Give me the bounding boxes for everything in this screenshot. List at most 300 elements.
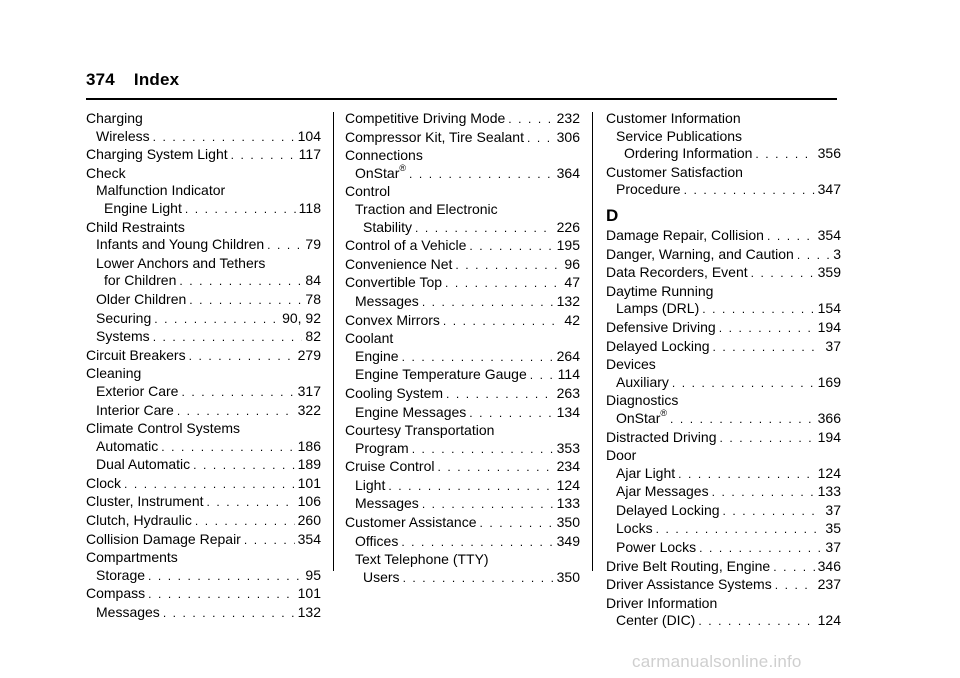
dot-leader — [719, 430, 814, 448]
entry-term — [96, 402, 174, 420]
entry-page-ref[interactable]: 132 — [297, 604, 321, 621]
entry-term — [96, 383, 178, 401]
dot-leader — [153, 129, 295, 147]
page-header — [86, 70, 179, 90]
dot-leader — [527, 130, 554, 148]
entry-page-ref[interactable]: 90, 92 — [282, 309, 321, 326]
index-entry — [86, 604, 321, 623]
entry-term-text: Lamps (DRL) — [616, 300, 700, 317]
entry-term-text: Engine — [355, 347, 399, 364]
entry-term-text: Cluster, Instrument — [86, 493, 204, 510]
index-entry — [86, 128, 321, 147]
dot-leader — [189, 348, 295, 366]
index-entry — [606, 502, 841, 521]
index-entry — [606, 128, 841, 146]
entry-term — [606, 356, 656, 374]
entry-term — [355, 477, 385, 495]
entry-term-text: Danger, Warning, and Caution — [606, 245, 794, 262]
entry-term — [96, 438, 158, 456]
entry-page-ref[interactable]: 234 — [556, 458, 580, 475]
entry-term — [86, 585, 145, 603]
entry-page-ref[interactable]: 37 — [825, 337, 841, 354]
index-entry — [345, 440, 580, 459]
entry-term-text: Convex Mirrors — [345, 311, 440, 328]
entry-term — [96, 604, 160, 622]
index-entry — [345, 256, 580, 275]
dot-leader — [189, 292, 302, 310]
dot-leader — [797, 247, 830, 265]
dot-leader — [412, 441, 554, 459]
entry-page-ref[interactable]: 118 — [298, 199, 321, 216]
entry-term-text: Convertible Top — [345, 274, 443, 291]
index-entry — [345, 330, 580, 348]
dot-leader — [455, 257, 561, 275]
dot-leader — [698, 613, 814, 631]
entry-page-ref[interactable]: 106 — [297, 493, 321, 510]
watermark: carmanualsonline.info — [632, 652, 802, 671]
entry-term-text: Ordering Information — [624, 145, 753, 162]
entry-term — [86, 512, 192, 530]
entry-term-text: Locks — [616, 520, 653, 537]
entry-term — [606, 429, 716, 447]
entry-term-text: Ajar Light — [616, 464, 676, 481]
index-entry — [606, 465, 841, 484]
entry-term — [355, 440, 409, 458]
dot-leader — [148, 586, 295, 604]
entry-page-ref[interactable]: 189 — [297, 456, 321, 473]
entry-term-text: Ajar Messages — [616, 483, 709, 500]
entry-term-text: Control of a Vehicle — [345, 237, 467, 254]
index-entry — [86, 182, 321, 200]
index-entry — [606, 145, 841, 164]
entry-term-text: Devices — [606, 356, 656, 373]
entry-term-text: Customer Information — [606, 110, 741, 126]
index-entry — [606, 283, 841, 301]
entry-page-ref[interactable]: 194 — [817, 318, 841, 335]
entry-term-text: Center (DIC) — [616, 612, 696, 629]
dot-leader — [773, 559, 814, 577]
section-letter: D — [606, 205, 619, 225]
dot-leader — [388, 478, 553, 496]
entry-page-ref[interactable]: 35 — [825, 520, 841, 537]
entry-page-ref[interactable]: 101 — [297, 585, 321, 602]
dot-leader — [267, 237, 302, 255]
entry-term — [104, 200, 182, 218]
entry-term-text: Clock — [86, 474, 122, 491]
dot-leader — [751, 265, 815, 283]
entry-term — [86, 146, 228, 164]
entry-page-ref[interactable]: 346 — [817, 557, 841, 574]
entry-term-text: Storage — [96, 566, 146, 583]
entry-term — [606, 246, 794, 264]
entry-page-ref[interactable]: 263 — [556, 384, 580, 401]
entry-page-ref[interactable]: 264 — [556, 347, 580, 364]
index-entry — [345, 237, 580, 256]
entry-term — [86, 165, 126, 183]
dot-leader — [415, 220, 554, 238]
dot-leader — [231, 147, 296, 165]
entry-page-ref[interactable]: 124 — [817, 612, 841, 629]
dot-leader — [195, 513, 295, 531]
dot-leader — [723, 503, 823, 521]
dot-leader — [422, 294, 554, 312]
index-entry — [345, 477, 580, 496]
entry-term — [606, 447, 636, 465]
entry-page-ref[interactable]: 322 — [297, 401, 321, 418]
index-entry — [606, 227, 841, 246]
index-entry — [606, 483, 841, 502]
dot-leader — [755, 146, 814, 164]
index-entry — [606, 595, 841, 613]
entry-term — [606, 110, 741, 128]
entry-term — [96, 182, 225, 200]
index-entry — [345, 165, 580, 184]
dot-leader — [767, 228, 815, 246]
entry-term-text: Systems — [96, 328, 150, 345]
entry-term — [606, 558, 770, 576]
entry-term — [345, 385, 443, 403]
index-entry — [86, 347, 321, 366]
entry-page-ref[interactable]: 279 — [297, 346, 321, 363]
entry-term — [104, 272, 176, 290]
entry-page-ref[interactable]: 124 — [556, 476, 580, 493]
entry-page-ref[interactable]: 232 — [556, 110, 580, 126]
index-entry — [86, 402, 321, 421]
entry-page-ref[interactable]: 350 — [556, 568, 580, 585]
dot-leader — [179, 273, 302, 291]
entry-term-text: Interior Care — [96, 401, 174, 418]
entry-term — [355, 201, 498, 219]
entry-term — [606, 283, 713, 301]
entry-term — [355, 348, 399, 366]
entry-page-ref[interactable]: 195 — [556, 237, 580, 254]
dot-leader — [508, 111, 553, 129]
index-entry — [606, 612, 841, 631]
entry-term-text: Automatic — [96, 437, 159, 454]
index-entry — [606, 374, 841, 393]
entry-term — [345, 147, 423, 165]
entry-term-text: Delayed Locking — [606, 337, 710, 354]
index-entry — [86, 456, 321, 475]
index-column-3 — [606, 110, 841, 631]
dot-leader — [181, 384, 294, 402]
entry-term-text: OnStar — [355, 164, 400, 181]
index-entry — [86, 493, 321, 512]
entry-term — [345, 330, 393, 348]
entry-term-text: Customer Satisfaction — [606, 163, 743, 180]
index-entry — [606, 520, 841, 539]
entry-term-text: Delayed Locking — [616, 501, 720, 518]
index-entry — [606, 110, 841, 128]
entry-term-text: Clutch, Hydraulic — [86, 512, 192, 529]
entry-page-ref[interactable]: 350 — [556, 514, 580, 531]
entry-page-ref[interactable]: 347 — [817, 181, 841, 198]
entry-term — [96, 255, 265, 273]
index-entry — [86, 585, 321, 604]
index-entry — [345, 551, 580, 569]
entry-term — [355, 533, 398, 551]
entry-page-ref[interactable]: 79 — [305, 236, 321, 253]
entry-page-ref[interactable]: 194 — [817, 428, 841, 445]
index-entry — [86, 200, 321, 219]
entry-term — [86, 549, 178, 567]
index-entry — [606, 300, 841, 319]
index-entry — [345, 404, 580, 423]
entry-page-ref[interactable]: 364 — [556, 164, 580, 181]
index-entry — [86, 365, 321, 383]
entry-term — [616, 465, 675, 483]
entry-term — [616, 410, 667, 428]
header-rule — [86, 98, 837, 100]
entry-term-text: Messages — [355, 495, 419, 512]
entry-page-ref[interactable]: 226 — [556, 218, 580, 235]
entry-term — [345, 274, 442, 292]
entry-term — [363, 219, 412, 237]
entry-term — [345, 422, 494, 440]
entry-page-ref[interactable]: 134 — [556, 403, 580, 420]
index-entry — [606, 429, 841, 448]
index-entry — [345, 219, 580, 238]
index-entry — [606, 319, 841, 338]
dot-leader — [403, 570, 554, 588]
entry-term-text: for Children — [104, 272, 177, 289]
entry-page-ref[interactable]: 353 — [556, 439, 580, 456]
entry-page-ref[interactable]: 356 — [817, 145, 841, 162]
dot-leader — [437, 459, 553, 477]
entry-term — [345, 312, 440, 330]
entry-page-ref[interactable]: 354 — [817, 226, 841, 243]
index-entry — [345, 274, 580, 293]
index-entry — [86, 236, 321, 255]
dot-leader — [185, 201, 296, 219]
entry-term — [616, 128, 742, 146]
entry-term-text: Malfunction Indicator — [96, 182, 226, 199]
index-entry — [86, 328, 321, 347]
index-entry — [86, 438, 321, 457]
dot-leader — [775, 577, 815, 595]
entry-term-text: Engine Temperature Gauge — [355, 366, 527, 383]
entry-term — [606, 392, 678, 410]
entry-page-ref[interactable]: 124 — [817, 464, 841, 481]
entry-term-text: Customer Assistance — [345, 514, 477, 531]
entry-term — [355, 495, 419, 513]
index-entry — [606, 576, 841, 595]
entry-term-text: Defensive Driving — [606, 318, 716, 335]
dot-leader — [177, 403, 295, 421]
index-entry — [345, 129, 580, 148]
entry-term — [345, 237, 466, 255]
entry-page-ref[interactable]: 117 — [298, 146, 321, 163]
entry-page-ref[interactable]: 104 — [297, 127, 321, 144]
index-entry — [606, 338, 841, 357]
entry-term-text: Exterior Care — [96, 382, 179, 399]
entry-page-ref[interactable]: 154 — [817, 300, 841, 317]
entry-page-ref[interactable]: 84 — [305, 272, 321, 289]
dot-leader — [401, 534, 553, 552]
entry-page-ref[interactable]: 101 — [297, 474, 321, 491]
entry-term-text: Compartments — [86, 549, 178, 566]
entry-page-ref[interactable]: 133 — [556, 495, 580, 512]
entry-page-ref[interactable]: 349 — [556, 532, 580, 549]
entry-term — [616, 483, 709, 501]
dot-leader — [193, 457, 294, 475]
entry-term-text: Cooling System — [345, 384, 444, 401]
entry-term — [96, 567, 145, 585]
entry-term-text: Engine Light — [104, 199, 182, 216]
index-entry — [345, 183, 580, 201]
dot-leader — [672, 375, 815, 393]
entry-term — [616, 300, 699, 318]
entry-term — [96, 236, 264, 254]
entry-term-text: Door — [606, 447, 637, 464]
entry-page-ref[interactable]: 354 — [297, 530, 321, 547]
index-entry — [86, 310, 321, 329]
entry-term — [355, 366, 527, 384]
entry-term-text: Child Restraints — [86, 218, 185, 235]
entry-term-text: Collision Damage Repair — [86, 530, 241, 547]
index-entry — [345, 533, 580, 552]
dot-leader — [163, 605, 295, 623]
entry-term-text: Circuit Breakers — [86, 346, 186, 363]
dot-leader — [530, 367, 555, 385]
entry-page-ref[interactable]: 37 — [825, 539, 841, 556]
entry-term — [624, 145, 752, 163]
index-entry — [86, 383, 321, 402]
entry-page-ref[interactable]: 114 — [557, 366, 580, 383]
entry-term — [616, 374, 669, 392]
index-entry — [86, 219, 321, 237]
entry-term-text: Program — [355, 439, 409, 456]
entry-term — [86, 219, 185, 237]
index-entry — [345, 110, 580, 129]
dot-leader — [153, 329, 303, 347]
entry-term-text: Dual Automatic — [96, 456, 191, 473]
index-entry — [345, 514, 580, 533]
entry-term-text: Convenience Net — [345, 255, 453, 272]
index-entry — [86, 549, 321, 567]
index-entry — [86, 567, 321, 586]
entry-page-ref[interactable]: 47 — [564, 274, 580, 291]
entry-page-ref[interactable]: 186 — [297, 437, 321, 454]
index-entry — [345, 366, 580, 385]
dot-leader — [443, 313, 562, 331]
entry-page-ref[interactable]: 169 — [817, 373, 841, 390]
dot-leader — [409, 166, 554, 184]
entry-page-ref[interactable]: 132 — [556, 292, 580, 309]
entry-term-text: Messages — [96, 604, 160, 621]
index-entry — [345, 422, 580, 440]
entry-term-text: Control — [345, 183, 391, 200]
index-entry — [606, 447, 841, 465]
index-entry — [86, 165, 321, 183]
index-entry — [606, 392, 841, 410]
entry-term-text: Users — [363, 568, 400, 585]
index-entry — [606, 356, 841, 374]
entry-term-text: Drive Belt Routing, Engine — [606, 557, 771, 574]
entry-page-ref[interactable]: 306 — [556, 128, 580, 145]
entry-page-ref[interactable]: 96 — [564, 255, 580, 272]
entry-term-text: Compressor Kit, Tire Sealant — [345, 128, 524, 145]
index-entry — [86, 272, 321, 291]
index-entry — [86, 110, 321, 128]
dot-leader — [207, 494, 295, 512]
dot-leader — [124, 476, 295, 494]
entry-term — [345, 458, 434, 476]
entry-page-ref[interactable]: 37 — [825, 501, 841, 518]
dot-leader — [154, 311, 279, 329]
entry-page-ref[interactable]: 237 — [817, 576, 841, 593]
dot-leader — [480, 515, 554, 533]
entry-page-ref[interactable]: 3 — [833, 245, 841, 262]
index-entry — [345, 201, 580, 219]
entry-term-text: Offices — [355, 532, 399, 549]
dot-leader — [402, 349, 554, 367]
entry-page-ref[interactable]: 95 — [305, 566, 321, 583]
entry-term — [86, 365, 141, 383]
entry-term — [96, 328, 150, 346]
index-entry — [606, 410, 841, 429]
entry-term — [616, 502, 720, 520]
entry-term-text: Coolant — [345, 330, 394, 347]
index-entry — [345, 348, 580, 367]
index-entry — [606, 539, 841, 558]
entry-term-text: Stability — [363, 218, 413, 235]
dot-leader — [469, 405, 553, 423]
entry-term-text: Service Publications — [616, 127, 743, 144]
entry-term-text: Damage Repair, Collision — [606, 226, 764, 243]
entry-term — [606, 338, 710, 356]
index-entry — [606, 558, 841, 577]
entry-page-ref[interactable]: 260 — [297, 512, 321, 529]
dot-leader — [699, 540, 822, 558]
entry-term-text: Text Telephone (TTY) — [355, 551, 489, 568]
index-entry — [345, 312, 580, 331]
entry-page-ref[interactable]: 366 — [817, 409, 841, 426]
entry-page-ref[interactable]: 82 — [305, 328, 321, 345]
index-entry — [345, 293, 580, 312]
column-divider — [333, 112, 334, 571]
entry-page-ref[interactable]: 317 — [297, 382, 321, 399]
index-entry — [345, 147, 580, 165]
entry-term — [616, 612, 695, 630]
entry-page-ref[interactable]: 133 — [817, 483, 841, 500]
entry-term — [616, 520, 653, 538]
index-entry — [86, 420, 321, 438]
entry-page-ref[interactable]: 359 — [817, 264, 841, 281]
dot-leader — [244, 532, 295, 550]
entry-term-text: Procedure — [616, 181, 681, 198]
entry-term — [86, 110, 143, 128]
entry-page-ref[interactable]: 42 — [564, 311, 580, 328]
entry-term-text: Lower Anchors and Tethers — [96, 254, 266, 271]
page-number: 374 — [86, 70, 115, 89]
dot-leader — [446, 386, 554, 404]
entry-term-text: Engine Messages — [355, 403, 467, 420]
entry-term — [355, 293, 419, 311]
entry-term — [86, 420, 240, 438]
index-entry — [86, 512, 321, 531]
dot-leader — [713, 339, 823, 357]
entry-term — [86, 347, 186, 365]
entry-page-ref[interactable]: 78 — [305, 290, 321, 307]
entry-term-text: Connections — [345, 147, 423, 164]
entry-term-text: Cruise Control — [345, 458, 435, 475]
entry-term-text: Messages — [355, 292, 419, 309]
dot-leader — [656, 521, 823, 539]
entry-term — [345, 514, 477, 532]
index-entry — [86, 291, 321, 310]
entry-term-text: Charging — [86, 110, 143, 126]
